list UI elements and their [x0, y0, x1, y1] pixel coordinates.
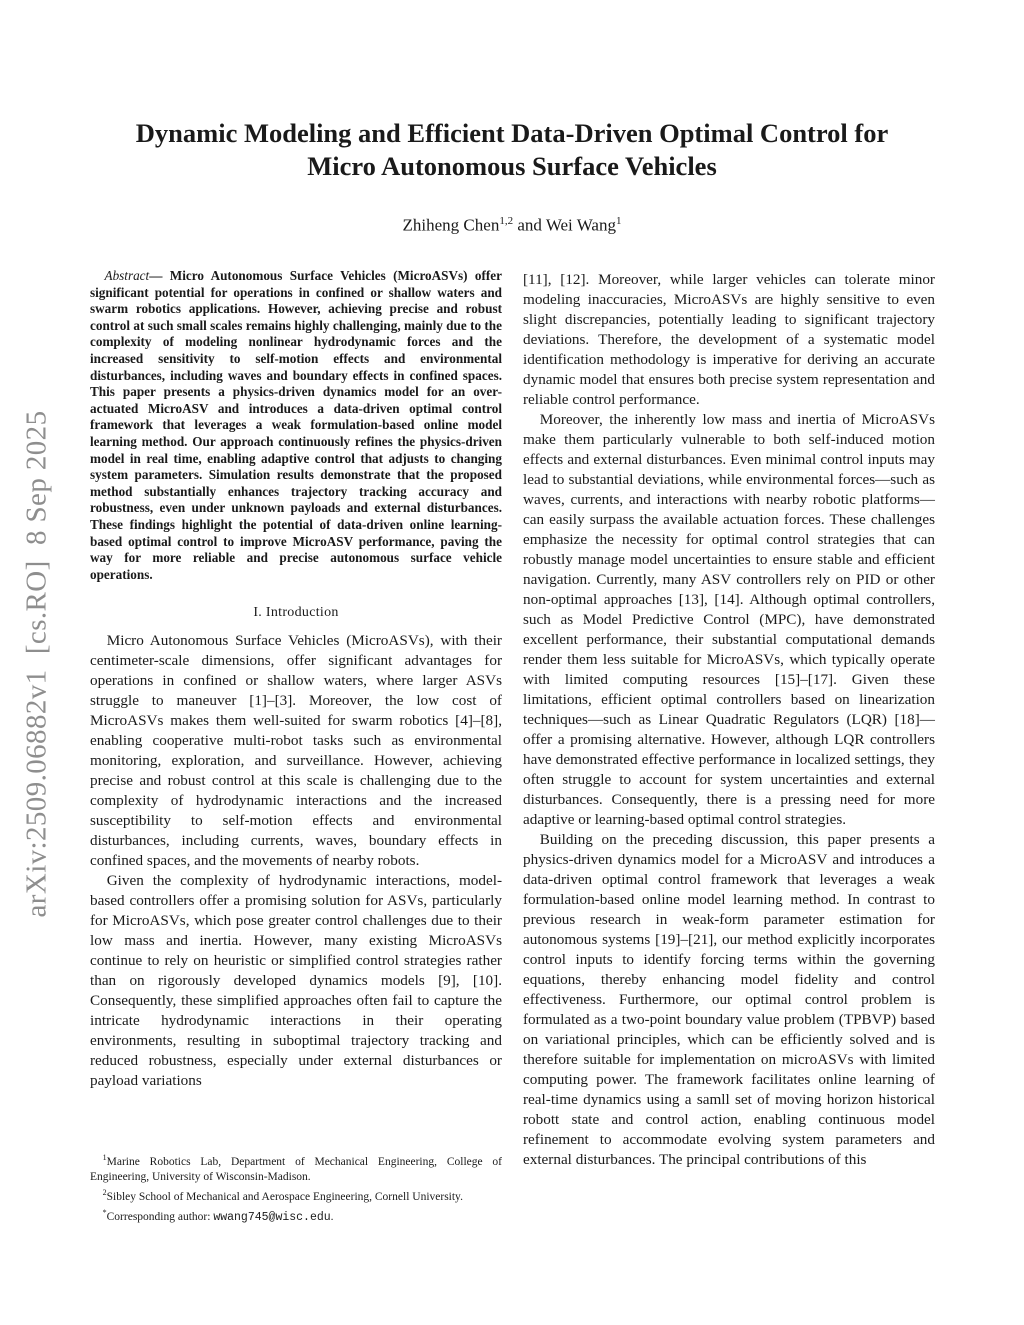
body-paragraph: Given the complexity of hydrodynamic interactions, model-based controllers offer a promising solution for ASVs, particularly for MicroASVs, which pose greater control challenges due to their low mass and inertia. However, many existing MicroASVs continue to rely on heuristic or simplified control strategies rather than on rigorously developed dynamics models [9], [10]. Consequently, these simplified approaches often fail to capture the intricate hydrodynamic interactions in their operating environments, resulting in suboptimal trajectory tracking and reduced robustness, especially under external disturbances or payload variations: [90, 872, 502, 1090]
footnote-mark: 2: [102, 1187, 107, 1197]
title-line-1: Dynamic Modeling and Efficient Data-Driven Optimal Control for: [135, 118, 889, 148]
title-line-2: Micro Autonomous Surface Vehicles: [307, 151, 717, 181]
body-paragraph: Building on the preceding discussion, this paper presents a physics-driven dynamics model for a MicroASV and introduces a data-driven optimal control framework that leverages a weak formulation-based online model learning method. In contrast to previous research in weak-form parameter estimation for autonomous systems [19]–[21], our method explicitly incorporates control inputs to identify forcing terms within the governing equations, thereby enhancing model fidelity and control effectiveness. Furthermore, our optimal control problem is formulated as a two-point boundary value problem (TPBVP) based on variational principles, which can be efficiently solved and is therefore suitable for implementation on microASVs with limited computing power. The framework facilitates online learning of real-time dynamics using a samll set of moving horizon historical robott state and control action, enabling continuous model refinement to accommodate evolving system parameters and external disturbances. The principal contributions of this: [523, 831, 935, 1168]
footnote-mark: *: [102, 1207, 107, 1217]
author-affiliation-mark: 1: [615, 215, 622, 227]
abstract-dash: —: [149, 268, 170, 283]
abstract-label: Abstract: [104, 268, 150, 283]
footnote: [90, 1150, 502, 1185]
body-paragraph: Moreover, the inherently low mass and inertia of MicroASVs make them particularly vulnerable to both self-induced motion effects and external disturbances. Even minimal control inputs may lead to substantial deviations, while environmental forces—such as waves, currents, and interactions with nearby robotic platforms—can easily surpass the available actuation forces. These challenges emphasize the necessity for optimal control strategies that can robustly manage model uncertainties to ensure stable and efficient navigation. Currently, many ASV controllers rely on PID or other non-optimal approaches [13], [14]. Although optimal controllers, such as Model Predictive Control (MPC), have demonstrated excellent performance, their substantial computational demands render them less suitable for MicroASVs, which typically operate with limited computing resources [15]–[17]. Given these limitations, efficient optimal controllers based on linearization techniques—such as Linear Quadratic Regulators (LQR) [18]—offer a promising alternative. However, although LQR controllers have demonstrated effective performance in localized settings, they often struggle to account for system uncertainties and external disturbances. Consequently, there is a pressing need for more adaptive or learning-based optimal control strategies.: [523, 411, 935, 828]
author-name: Zhiheng Chen: [402, 215, 500, 235]
left-column: [90, 268, 502, 1091]
footnote: [90, 1185, 502, 1205]
author-name: Wei Wang: [545, 215, 616, 235]
footnotes: [90, 1150, 502, 1224]
footnote-mark: 1: [102, 1153, 107, 1162]
arxiv-stamp: [2, 380, 72, 948]
author-separator: and: [513, 215, 546, 235]
footnote-text: Corresponding author:: [106, 1210, 214, 1223]
corresponding-email-link[interactable]: wwang745@wisc.edu: [213, 1210, 331, 1224]
body-paragraph: [11], [12]. Moreover, while larger vehicles can tolerate minor modeling inaccuracies, MicroASVs are highly sensitive to even slight discrepancies, potentially leading to significant trajectory deviations. Therefore, the development of a systematic model identification methodology is imperative for deriving an accurate dynamic model that ensures both precise system representation and reliable control performance.: [523, 271, 935, 408]
footnote-text: .: [330, 1210, 334, 1223]
abstract: [90, 268, 502, 583]
arxiv-identifier: arXiv:2509.06882v1 [cs.RO] 8 Sep 2025: [20, 410, 53, 918]
footnote-text: Marine Robotics Lab, Department of Mechanical Engineering, College of Engineering, University of Wisconsin-Madison.: [90, 1155, 502, 1183]
paper-title: [90, 117, 934, 183]
right-column: [523, 270, 935, 1170]
footnote-text: Sibley School of Mechanical and Aerospace Engineering, Cornell University.: [106, 1190, 463, 1203]
abstract-text: Micro Autonomous Surface Vehicles (MicroASVs) offer significant potential for operations in confined or shallow waters and swarm robotics applications. However, achieving precise and robust control at such small scales remains highly challenging, mainly due to the complexity of modeling nonlinear hydrodynamic forces and the increased sensitivity to self-motion effects and environmental disturbances, including waves and boundary effects in confined spaces. This paper presents a physics-driven dynamics model for an over-actuated MicroASV and introduces a data-driven optimal control framework that leverages a weak formulation-based online model learning method. Our approach continuously refines the physics-driven model in real time, enabling adaptive control that adjusts to changing system parameters. Simulation results demonstrate that the proposed method substantially enhances trajectory tracking accuracy and robustness, even under unknown payloads and external disturbances. These findings highlight the potential of data-driven online learning-based optimal control to improve MicroASV performance, paving the way for more reliable and precise autonomous surface vehicle operations.: [90, 268, 502, 582]
author-affiliation-mark: 1,2: [499, 215, 514, 227]
author-list: [90, 210, 934, 237]
footnote: [90, 1205, 502, 1225]
section-heading: I. Introduction: [253, 605, 339, 621]
body-paragraph: Micro Autonomous Surface Vehicles (MicroASVs), with their centimeter-scale dimensions, offer significant advantages for operations in confined or shallow waters, where larger ASVs struggle to maneuver [1]–[3]. Moreover, the low cost of MicroASVs makes them well-suited for swarm robotics [4]–[8], enabling cooperative multi-robot tasks such as environmental monitoring, exploration, and surveillance. However, achieving precise and robust control at this scale is challenging due to the complexity of hydrodynamic interactions and the increased susceptibility to self-motion effects and environmental disturbances, including currents, waves, boundary effects in confined spaces, and the movements of nearby robots.: [90, 632, 502, 870]
